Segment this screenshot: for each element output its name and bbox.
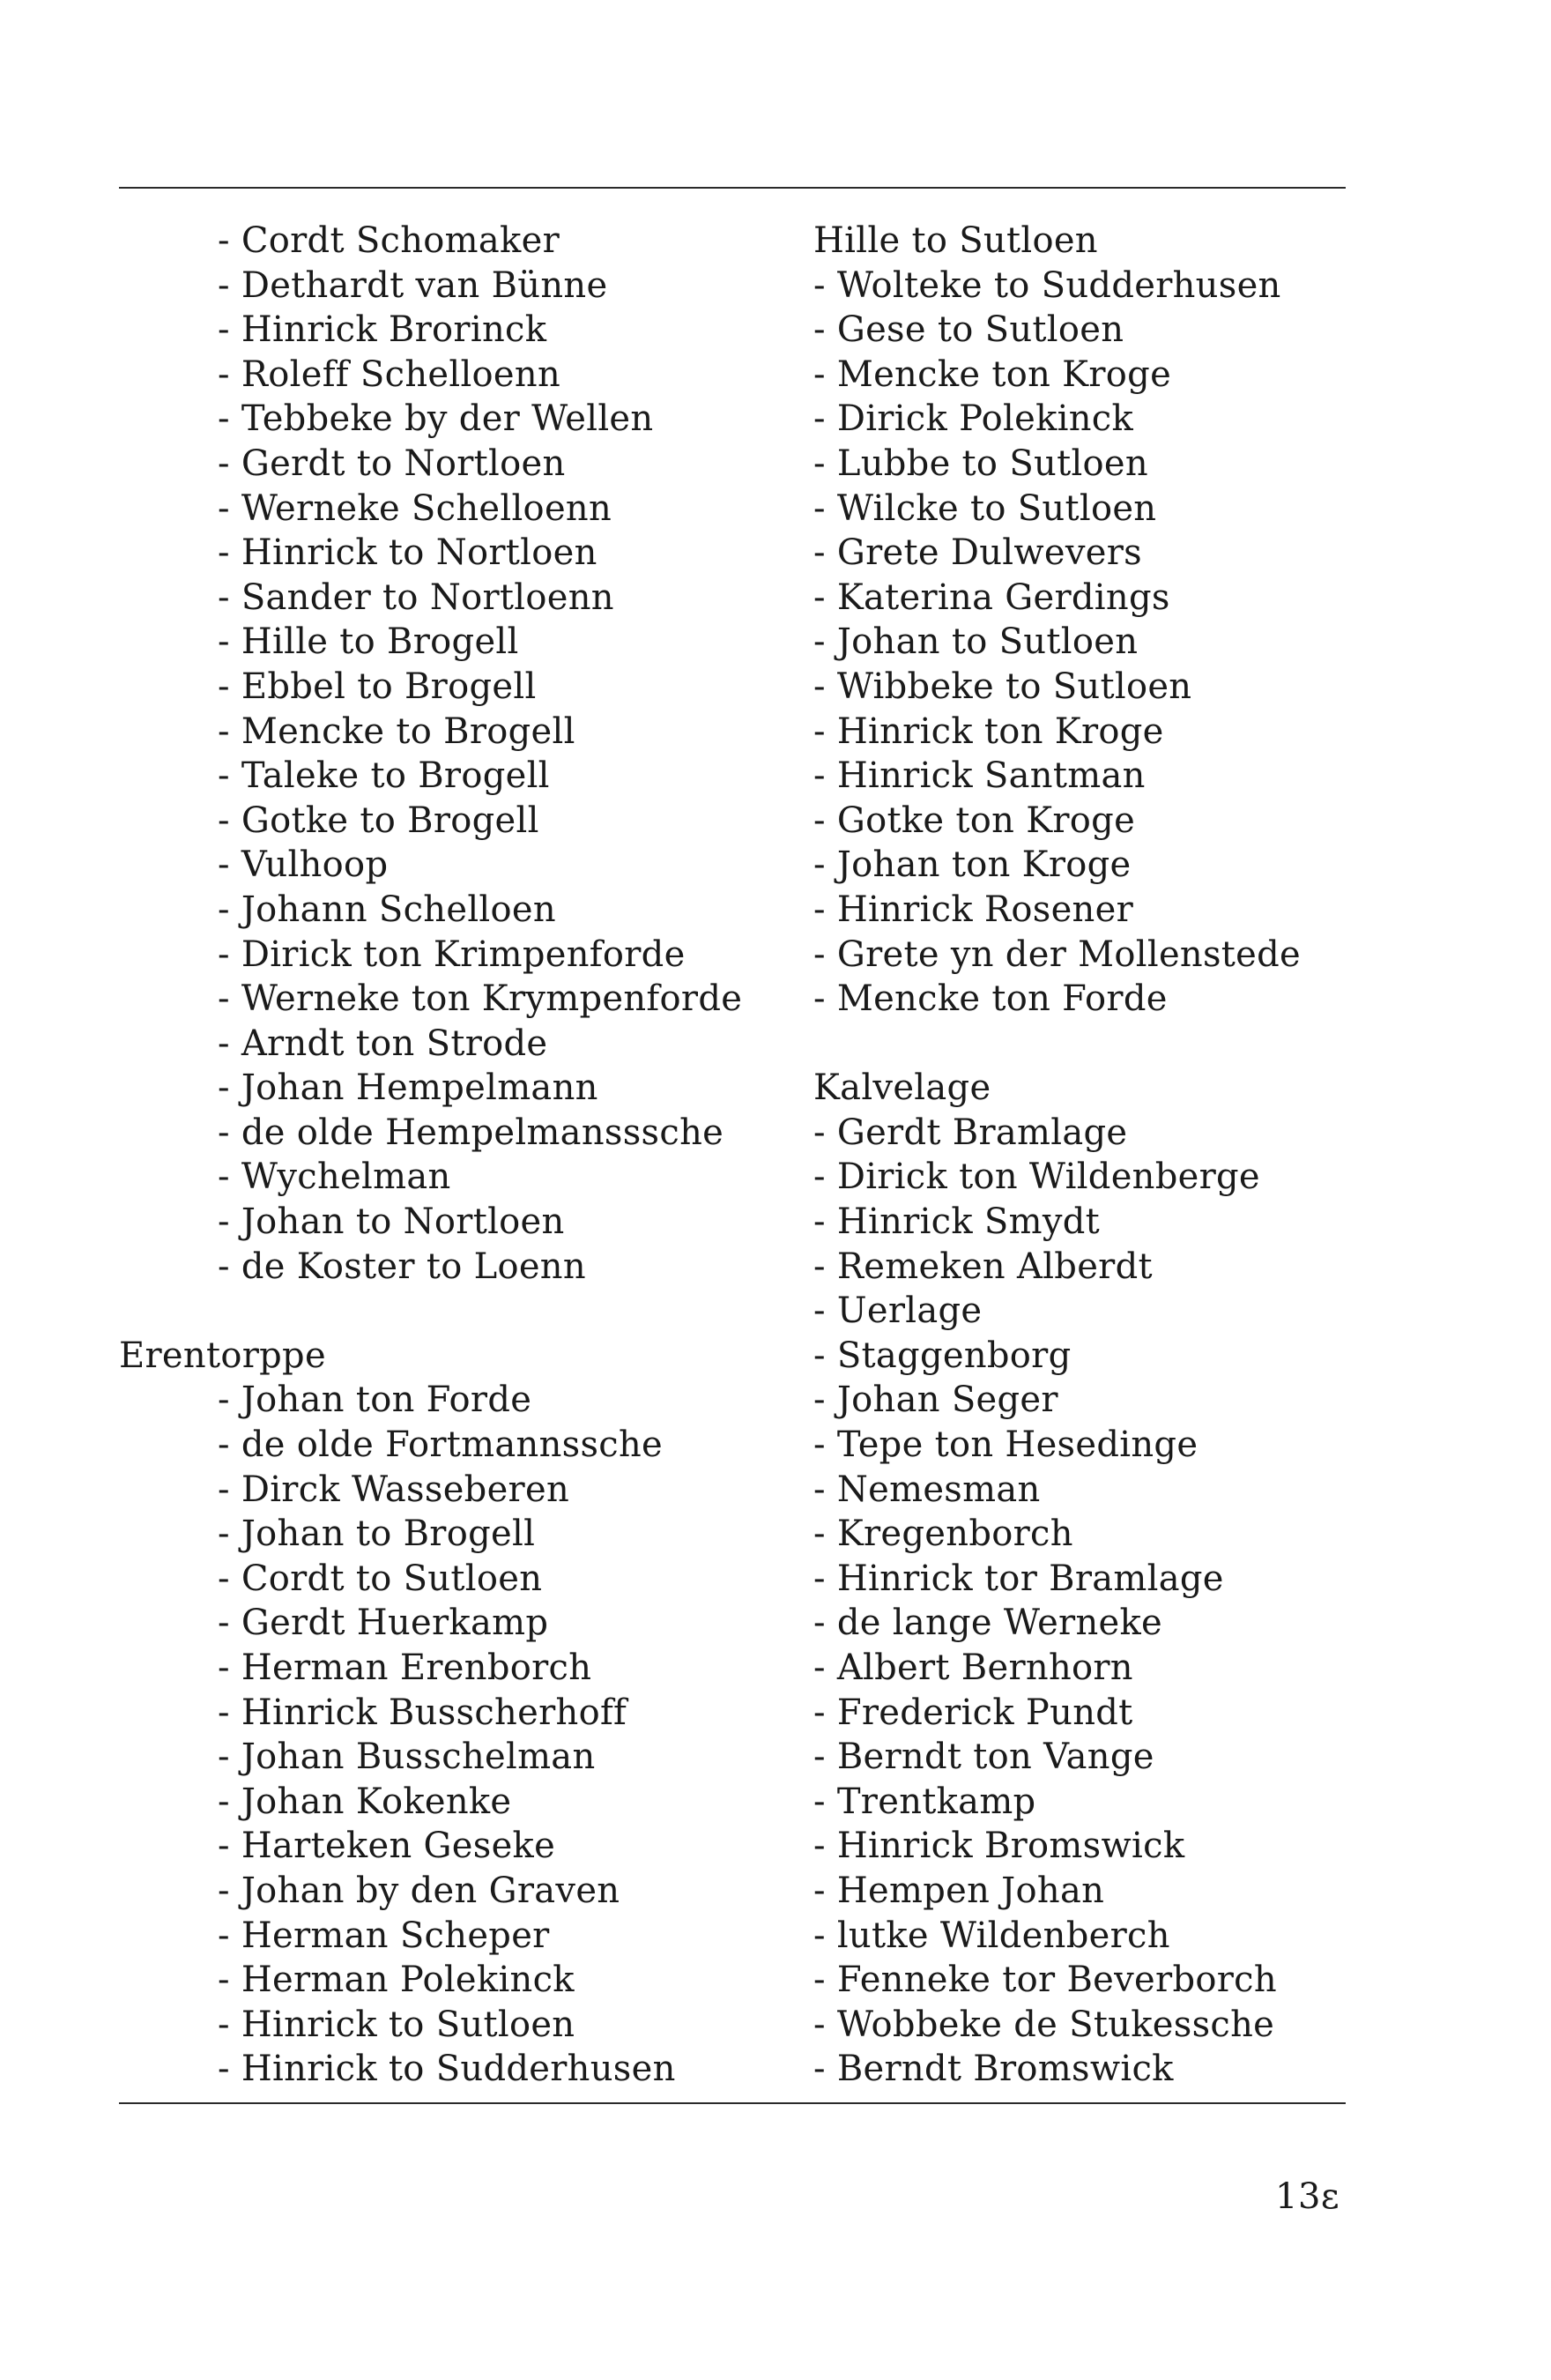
name-entry: - Herman Erenborch	[218, 1647, 592, 1688]
section-heading: Kalvelage	[813, 1067, 991, 1109]
name-entry: - Dethardt van Bünne	[218, 264, 608, 306]
section-heading: Erentorppe	[119, 1335, 326, 1376]
name-entry: - Hinrick to Nortloen	[218, 532, 597, 574]
name-entry: - Gotke to Brogell	[218, 800, 539, 841]
name-entry: - Johan Hempelmann	[218, 1067, 598, 1109]
name-entry: - Albert Bernhorn	[813, 1647, 1133, 1688]
name-entry: - Harteken Geseke	[218, 1826, 556, 1867]
name-entry: - Johan Kokenke	[218, 1781, 512, 1822]
name-entry: - de olde Fortmannssche	[218, 1424, 664, 1466]
name-entry: - Vulhoop	[218, 844, 389, 886]
name-entry: - Johan to Nortloen	[218, 1201, 565, 1243]
name-entry: - Dirck Wasseberen	[218, 1469, 570, 1510]
blank-line	[119, 1289, 742, 1334]
name-entry: - de olde Hempelmansssche	[218, 1112, 724, 1153]
left-name-column	[119, 219, 742, 2092]
right-name-column	[813, 219, 1301, 2092]
name-entry: - Hinrick tor Bramlage	[813, 1558, 1224, 1599]
name-entry: - Herman Scheper	[218, 1915, 550, 1956]
name-entry: - Mencke ton Forde	[813, 978, 1168, 1020]
blank-line	[813, 1022, 1301, 1067]
page-number: 13ε	[1275, 2176, 1340, 2217]
name-entry: - Wolteke to Sudderhusen	[813, 264, 1281, 306]
name-entry: - Cordt to Sutloen	[218, 1558, 543, 1599]
name-entry: - Wibbeke to Sutloen	[813, 666, 1192, 707]
name-entry: - Johan Seger	[813, 1380, 1058, 1421]
name-entry: - Lubbe to Sutloen	[813, 443, 1148, 484]
name-entry: - Tebbeke by der Wellen	[218, 398, 654, 440]
name-entry: - Werneke ton Krympenforde	[218, 978, 743, 1020]
name-entry: - Grete Dulwevers	[813, 532, 1142, 574]
name-entry: - Fenneke tor Beverborch	[813, 1960, 1277, 2001]
name-entry: - Werneke Schelloenn	[218, 487, 612, 529]
section-heading: Hille to Sutloen	[813, 220, 1098, 261]
name-entry: - Hinrick Bromswick	[813, 1826, 1185, 1867]
name-entry: - Dirick ton Wildenberge	[813, 1157, 1260, 1198]
name-entry: - Johan ton Forde	[218, 1380, 532, 1421]
name-entry: - Hinrick Rosener	[813, 889, 1133, 930]
name-entry: - Gerdt Bramlage	[813, 1112, 1128, 1153]
name-entry: - Hinrick to Sudderhusen	[218, 2049, 676, 2090]
name-entry: - Gerdt to Nortloen	[218, 443, 566, 484]
bottom-rule	[119, 2102, 1346, 2104]
name-entry: - Hempen Johan	[813, 1870, 1105, 1911]
name-entry: - Cordt Schomaker	[218, 220, 560, 261]
name-entry: - Remeken Alberdt	[813, 1246, 1153, 1287]
top-rule	[119, 187, 1346, 189]
name-entry: - Tepe ton Hesedinge	[813, 1424, 1198, 1466]
name-entry: - Hinrick to Sutloen	[218, 2004, 575, 2045]
name-entry: - Gese to Sutloen	[813, 309, 1124, 351]
name-entry: - lutke Wildenberch	[813, 1915, 1170, 1956]
name-entry: - Nemesman	[813, 1469, 1041, 1510]
name-entry: - Johan to Sutloen	[813, 621, 1139, 663]
name-entry: - Johan by den Graven	[218, 1870, 620, 1911]
name-entry: - Gotke ton Kroge	[813, 800, 1136, 841]
name-entry: - Johan to Brogell	[218, 1514, 536, 1555]
name-entry: - de Koster to Loenn	[218, 1246, 586, 1287]
name-entry: - Gerdt Huerkamp	[218, 1603, 549, 1644]
name-entry: - Wobbeke de Stukessche	[813, 2004, 1275, 2045]
name-entry: - Berndt Bromswick	[813, 2049, 1174, 2090]
name-entry: - Hinrick ton Kroge	[813, 710, 1164, 752]
name-entry: - Dirick ton Krimpenforde	[218, 933, 686, 975]
name-entry: - Mencke to Brogell	[218, 710, 575, 752]
name-entry: - Hinrick Santman	[813, 755, 1146, 797]
name-entry: - Taleke to Brogell	[218, 755, 550, 797]
name-entry: - Grete yn der Mollenstede	[813, 933, 1302, 975]
name-entry: - Dirick Polekinck	[813, 398, 1134, 440]
name-entry: - Sander to Nortloenn	[218, 576, 614, 618]
name-entry: - Uerlage	[813, 1290, 983, 1332]
name-entry: - Wychelman	[218, 1157, 451, 1198]
name-entry: - Wilcke to Sutloen	[813, 487, 1157, 529]
name-entry: - Arndt ton Strode	[218, 1023, 548, 1064]
name-entry: - Katerina Gerdings	[813, 576, 1170, 618]
name-entry: - Johann Schelloen	[218, 889, 556, 930]
name-entry: - Berndt ton Vange	[813, 1737, 1154, 1778]
name-entry: - Trentkamp	[813, 1781, 1036, 1822]
name-entry: - Hinrick Smydt	[813, 1201, 1101, 1243]
name-entry: - Herman Polekinck	[218, 1960, 575, 2001]
name-entry: - Hinrick Brorinck	[218, 309, 547, 351]
name-entry: - Johan ton Kroge	[813, 844, 1132, 886]
name-entry: - Roleff Schelloenn	[218, 353, 561, 395]
name-entry: - Mencke ton Kroge	[813, 353, 1172, 395]
name-entry: - de lange Werneke	[813, 1603, 1163, 1644]
name-entry: - Frederick Pundt	[813, 1692, 1133, 1733]
name-entry: - Hinrick Busscherhoff	[218, 1692, 627, 1733]
name-entry: - Kregenborch	[813, 1514, 1073, 1555]
name-entry: - Johan Busschelman	[218, 1737, 596, 1778]
name-entry: - Ebbel to Brogell	[218, 666, 537, 707]
name-entry: - Staggenborg	[813, 1335, 1072, 1376]
name-entry: - Hille to Brogell	[218, 621, 519, 663]
